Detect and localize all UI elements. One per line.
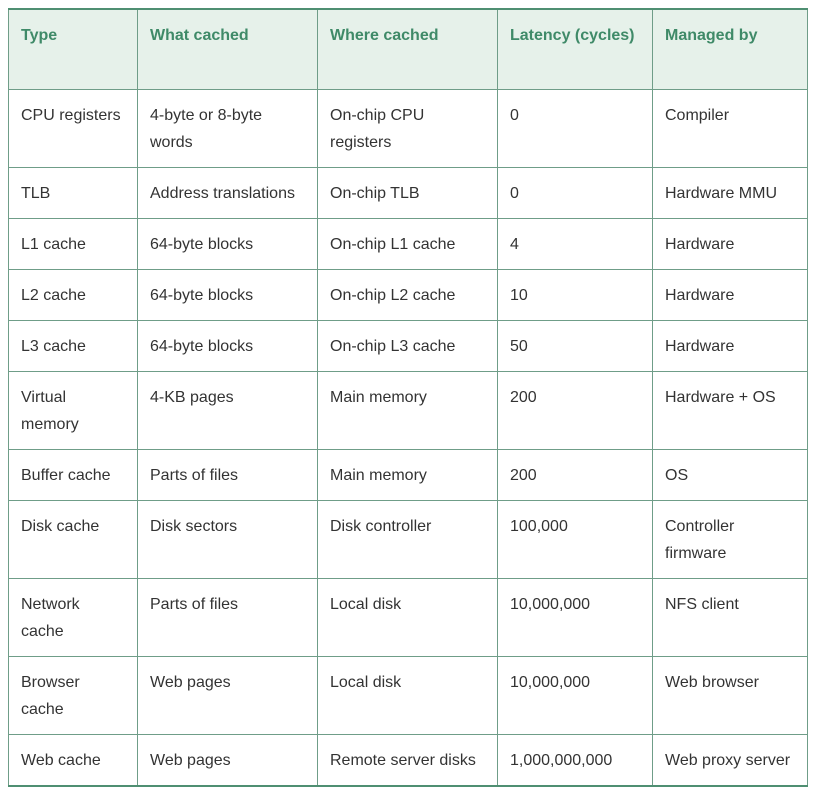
cell-type: Network cache — [9, 579, 138, 657]
cell-where-cached: On-chip CPU registers — [318, 90, 498, 168]
table-row — [9, 735, 808, 787]
cell-what-cached: Parts of files — [138, 579, 318, 657]
table-row — [9, 579, 808, 657]
cell-what-cached: Parts of files — [138, 450, 318, 501]
table-body — [9, 90, 808, 787]
table-row — [9, 501, 808, 579]
table-row — [9, 657, 808, 735]
cell-managed-by: Hardware + OS — [653, 372, 808, 450]
cell-latency: 0 — [498, 90, 653, 168]
cell-what-cached: Address translations — [138, 168, 318, 219]
cell-managed-by: Hardware — [653, 321, 808, 372]
table-row — [9, 270, 808, 321]
cell-where-cached: Disk controller — [318, 501, 498, 579]
header-where-cached: Where cached — [318, 9, 498, 90]
cell-what-cached: 4-KB pages — [138, 372, 318, 450]
cell-type: Web cache — [9, 735, 138, 787]
cell-managed-by: Web proxy server — [653, 735, 808, 787]
table-container — [8, 8, 808, 787]
cell-latency: 10,000,000 — [498, 579, 653, 657]
cell-what-cached: Web pages — [138, 735, 318, 787]
table-row — [9, 219, 808, 270]
cell-latency: 200 — [498, 450, 653, 501]
cell-managed-by: Web browser — [653, 657, 808, 735]
cell-latency: 100,000 — [498, 501, 653, 579]
table-header — [9, 9, 808, 90]
cell-where-cached: On-chip TLB — [318, 168, 498, 219]
table-row — [9, 168, 808, 219]
cell-latency: 1,000,000,000 — [498, 735, 653, 787]
header-managed-by: Managed by — [653, 9, 808, 90]
cell-what-cached: 64-byte blocks — [138, 270, 318, 321]
cell-type: Browser cache — [9, 657, 138, 735]
cell-what-cached: 64-byte blocks — [138, 219, 318, 270]
cell-managed-by: Hardware — [653, 219, 808, 270]
cell-type: CPU registers — [9, 90, 138, 168]
cell-type: Buffer cache — [9, 450, 138, 501]
cell-where-cached: On-chip L2 cache — [318, 270, 498, 321]
cell-managed-by: NFS client — [653, 579, 808, 657]
cell-latency: 4 — [498, 219, 653, 270]
cell-managed-by: Controller firmware — [653, 501, 808, 579]
cell-what-cached: 4-byte or 8-byte words — [138, 90, 318, 168]
header-row — [9, 9, 808, 90]
table-row — [9, 321, 808, 372]
cell-where-cached: Main memory — [318, 372, 498, 450]
header-type: Type — [9, 9, 138, 90]
cell-type: Virtual memory — [9, 372, 138, 450]
cell-where-cached: On-chip L3 cache — [318, 321, 498, 372]
cell-type: TLB — [9, 168, 138, 219]
cell-latency: 200 — [498, 372, 653, 450]
cell-where-cached: Local disk — [318, 657, 498, 735]
cell-where-cached: Local disk — [318, 579, 498, 657]
cell-managed-by: Hardware — [653, 270, 808, 321]
table-row — [9, 90, 808, 168]
cell-latency: 50 — [498, 321, 653, 372]
cell-what-cached: Disk sectors — [138, 501, 318, 579]
header-what-cached: What cached — [138, 9, 318, 90]
cell-where-cached: On-chip L1 cache — [318, 219, 498, 270]
cell-latency: 10 — [498, 270, 653, 321]
header-latency: Latency (cycles) — [498, 9, 653, 90]
table-row — [9, 372, 808, 450]
cell-latency: 0 — [498, 168, 653, 219]
cell-what-cached: 64-byte blocks — [138, 321, 318, 372]
cell-where-cached: Main memory — [318, 450, 498, 501]
cell-type: L3 cache — [9, 321, 138, 372]
cache-types-table — [8, 8, 808, 787]
cell-what-cached: Web pages — [138, 657, 318, 735]
cell-type: Disk cache — [9, 501, 138, 579]
cell-type: L2 cache — [9, 270, 138, 321]
cell-managed-by: Compiler — [653, 90, 808, 168]
cell-where-cached: Remote server disks — [318, 735, 498, 787]
table-row — [9, 450, 808, 501]
cell-latency: 10,000,000 — [498, 657, 653, 735]
cell-managed-by: OS — [653, 450, 808, 501]
cell-managed-by: Hardware MMU — [653, 168, 808, 219]
cell-type: L1 cache — [9, 219, 138, 270]
